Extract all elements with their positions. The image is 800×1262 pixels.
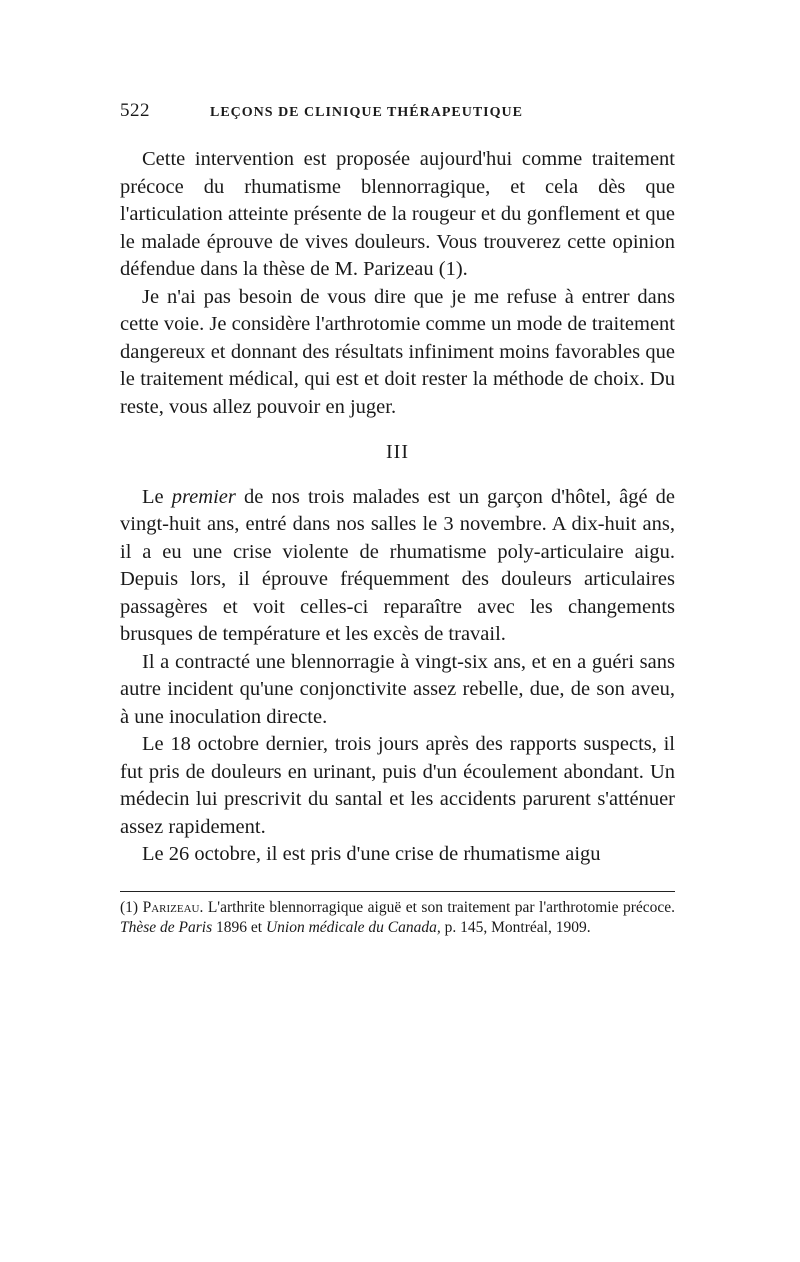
footnote-rule (120, 891, 675, 892)
paragraph-3-rest: de nos trois malades est un garçon d'hôtel, âgé de vingt-huit ans, entré dans nos salles le 3 novembre. A dix-huit ans, il a eu une crise violente de rhumatisme poly-articulaire aigu. Depuis lors, il éprouve fréquemment des douleurs articulaires passagères et voit celles-ci reparaître avec les changements brusques de température et les excès de travail. (120, 485, 676, 645)
footnote-title-1: Thèse de Paris (120, 918, 213, 936)
page-number: 522 (120, 100, 150, 121)
footnote-text-2: 1896 et (216, 918, 263, 936)
book-page (120, 100, 675, 938)
body-text (120, 146, 675, 869)
paragraph-4: Il a contracté une blennorragie à vingt-six ans, et en a guéri sans autre incident qu'une conjonctivite assez rebelle, due, de son aveu, à une inoculation directe. (120, 650, 675, 728)
paragraph-3-lead: Le (142, 485, 164, 508)
running-head (120, 100, 675, 128)
paragraph-6: Le 26 octobre, il est pris d'une crise de rhumatisme aigu (142, 843, 601, 865)
paragraph-3-emphasis: premier (171, 485, 236, 508)
paragraph-2: Je n'ai pas besoin de vous dire que je me refuse à entrer dans cette voie. Je considère l'arthrotomie comme un mode de traitement dangereux et donnant des résultats infiniment moins favorables que le traitement médical, qui est et doit rester la méthode de choix. Du reste, vous allez pouvoir en juger. (120, 285, 675, 418)
paragraph-1: Cette intervention est proposée aujourd'hui comme traitement précoce du rhumatisme blennorragique, et cela dès que l'articulation atteinte présente de la rougeur et du gonflement et que le malade éprouve de vives douleurs. Vous trouverez cette opinion défendue dans la thèse de M. Parizeau (1). (120, 148, 675, 280)
paragraph-3 (120, 484, 675, 649)
paragraph-5: Le 18 octobre dernier, trois jours après des rapports suspects, il fut pris de douleurs en urinant, puis d'un écoulement abondant. Un médecin lui prescrivit du santal et les accidents parurent s'atténuer assez rapidement. (120, 733, 675, 838)
footnote-text-3: p. 145, Montréal, 1909. (444, 918, 591, 936)
footnote-author: Parizeau. (142, 898, 204, 916)
running-title: LEÇONS DE CLINIQUE THÉRAPEUTIQUE (210, 105, 523, 120)
footnote-title-2: Union médicale du Canada, (265, 918, 441, 936)
footnote (120, 898, 675, 938)
footnote-marker: (1) (120, 898, 139, 916)
footnote-text-1: L'arthrite blennorragique aiguë et son traitement par l'arthrotomie précoce. (207, 898, 676, 916)
section-number: III (386, 441, 409, 463)
